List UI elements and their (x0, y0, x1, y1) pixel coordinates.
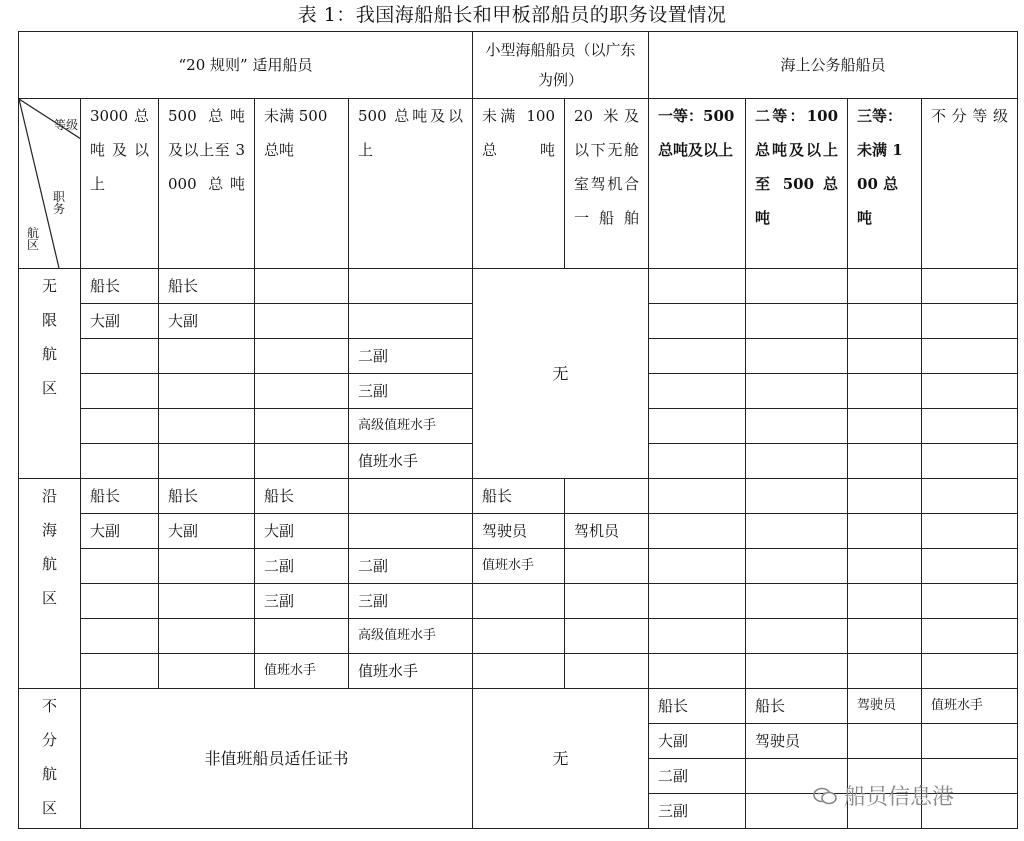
cell (649, 549, 746, 584)
cell (159, 374, 255, 409)
cell (81, 584, 159, 619)
wechat-icon (812, 786, 838, 806)
cell: 二副 (649, 759, 746, 794)
cell (649, 409, 746, 444)
cell: 驾驶员 (473, 514, 565, 549)
cell (255, 374, 349, 409)
cell (922, 584, 1018, 619)
cell (159, 584, 255, 619)
col-public-2nd: 二等：100 总吨及以上至 500 总吨 (746, 99, 848, 269)
cell: 驾驶员 (746, 724, 848, 759)
cell (922, 444, 1018, 479)
any-small-none: 无 (473, 689, 649, 829)
cell (649, 514, 746, 549)
cell (746, 304, 848, 339)
col-3000-plus: 3000 总吨及以上 (81, 99, 159, 269)
cell: 三副 (255, 584, 349, 619)
cell (848, 654, 922, 689)
cell: 三副 (349, 374, 473, 409)
cell (746, 269, 848, 304)
cell (922, 409, 1018, 444)
cell: 船长 (81, 479, 159, 514)
cell (922, 374, 1018, 409)
col-public-3rd: 三等：未满 100 总吨 (848, 99, 922, 269)
cell: 船长 (255, 479, 349, 514)
table-row (19, 689, 1018, 724)
cell: 三副 (649, 794, 746, 829)
cell (848, 409, 922, 444)
cell: 船长 (159, 269, 255, 304)
cell (649, 619, 746, 654)
any-cert: 非值班船员适任证书 (81, 689, 473, 829)
cell: 二副 (255, 549, 349, 584)
cell (473, 584, 565, 619)
cell (746, 549, 848, 584)
cell (922, 269, 1018, 304)
cell (81, 619, 159, 654)
table-row (19, 619, 1018, 654)
cell (922, 479, 1018, 514)
cell: 船长 (746, 689, 848, 724)
cell (746, 619, 848, 654)
cell (848, 374, 922, 409)
cell: 二副 (349, 339, 473, 374)
cell (848, 444, 922, 479)
unlimited-small-none: 无 (473, 269, 649, 479)
cell (565, 479, 649, 514)
cell (255, 444, 349, 479)
col-20m: 20 米及以下无舱室驾机合一船舶 (565, 99, 649, 269)
header-row-groups (19, 32, 1018, 99)
col-public-1st: 一等：500 总吨及以上 (649, 99, 746, 269)
cell (649, 654, 746, 689)
cell (649, 269, 746, 304)
cell (159, 654, 255, 689)
cell (159, 339, 255, 374)
table-row (19, 549, 1018, 584)
cell: 大副 (649, 724, 746, 759)
cell: 高级值班水手 (349, 619, 473, 654)
cell (255, 339, 349, 374)
cell (848, 619, 922, 654)
col-500-plus: 500 总吨及以上 (349, 99, 473, 269)
cell: 船长 (81, 269, 159, 304)
cell (922, 654, 1018, 689)
col-500-3000: 500 总吨及以上至 3000 总吨 (159, 99, 255, 269)
col-under-500: 未满 500 总吨 (255, 99, 349, 269)
cell (848, 269, 922, 304)
cell: 大副 (81, 304, 159, 339)
cell (649, 374, 746, 409)
cell (649, 479, 746, 514)
region-coastal: 沿海航区 (19, 479, 81, 689)
cell: 大副 (255, 514, 349, 549)
cell (81, 549, 159, 584)
cell (81, 444, 159, 479)
cell (159, 409, 255, 444)
cell (922, 514, 1018, 549)
cell (255, 304, 349, 339)
table-row (19, 479, 1018, 514)
cell: 二副 (349, 549, 473, 584)
cell (848, 339, 922, 374)
cell: 船长 (649, 689, 746, 724)
cell (349, 479, 473, 514)
watermark (812, 780, 954, 811)
cell: 高级值班水手 (349, 409, 473, 444)
table-caption: 表 1：我国海船船长和甲板部船员的职务设置情况 (297, 4, 727, 26)
cell (848, 549, 922, 584)
cell (473, 654, 565, 689)
table-row (19, 584, 1018, 619)
cell (565, 584, 649, 619)
header-public-ship: 海上公务船船员 (649, 32, 1018, 99)
table-row (19, 654, 1018, 689)
watermark-text: 船员信息港 (844, 785, 955, 810)
diag-label-area: 航区 (27, 226, 40, 252)
table-row (19, 514, 1018, 549)
cell (922, 619, 1018, 654)
cell (746, 444, 848, 479)
header-small-ship: 小型海船船员（以广东为例） (473, 32, 649, 99)
cell (159, 619, 255, 654)
cell (848, 514, 922, 549)
col-under-100: 未满 100 总吨 (473, 99, 565, 269)
cell (746, 584, 848, 619)
cell (746, 654, 848, 689)
cell (922, 724, 1018, 759)
cell (349, 269, 473, 304)
cell: 船长 (473, 479, 565, 514)
diag-label-duty: 职务 (53, 190, 66, 216)
cell (848, 724, 922, 759)
cell: 值班水手 (349, 444, 473, 479)
diagonal-header-cell (19, 99, 81, 269)
cell (565, 549, 649, 584)
cell: 大副 (159, 304, 255, 339)
col-public-nograde: 不分等级 (922, 99, 1018, 269)
cell: 三副 (349, 584, 473, 619)
cell (255, 269, 349, 304)
cell: 驾驶员 (848, 689, 922, 724)
cell (159, 444, 255, 479)
cell: 驾机员 (565, 514, 649, 549)
cell (922, 549, 1018, 584)
header-row-grades (19, 99, 1018, 269)
cell (649, 444, 746, 479)
cell (255, 619, 349, 654)
cell (848, 304, 922, 339)
cell: 值班水手 (349, 654, 473, 689)
cell (649, 339, 746, 374)
cell (649, 584, 746, 619)
cell (649, 304, 746, 339)
cell: 船长 (159, 479, 255, 514)
cell (81, 339, 159, 374)
cell: 大副 (81, 514, 159, 549)
cell: 大副 (159, 514, 255, 549)
cell (565, 619, 649, 654)
cell (746, 409, 848, 444)
cell (255, 409, 349, 444)
cell (848, 479, 922, 514)
cell (922, 339, 1018, 374)
duty-table (18, 31, 1018, 829)
cell (473, 619, 565, 654)
diag-label-grade: 等级 (53, 118, 78, 132)
cell: 值班水手 (255, 654, 349, 689)
cell (349, 514, 473, 549)
region-any: 不分航区 (19, 689, 81, 829)
cell: 值班水手 (922, 689, 1018, 724)
table-row (19, 269, 1018, 304)
cell (81, 374, 159, 409)
cell (848, 584, 922, 619)
region-unlimited: 无限航区 (19, 269, 81, 479)
cell (565, 654, 649, 689)
cell (81, 654, 159, 689)
cell (746, 479, 848, 514)
cell (349, 304, 473, 339)
cell: 值班水手 (473, 549, 565, 584)
cell (746, 514, 848, 549)
cell (746, 339, 848, 374)
cell (159, 549, 255, 584)
header-20-rule: “20 规则” 适用船员 (19, 32, 473, 99)
cell (81, 409, 159, 444)
cell (746, 374, 848, 409)
cell (922, 304, 1018, 339)
